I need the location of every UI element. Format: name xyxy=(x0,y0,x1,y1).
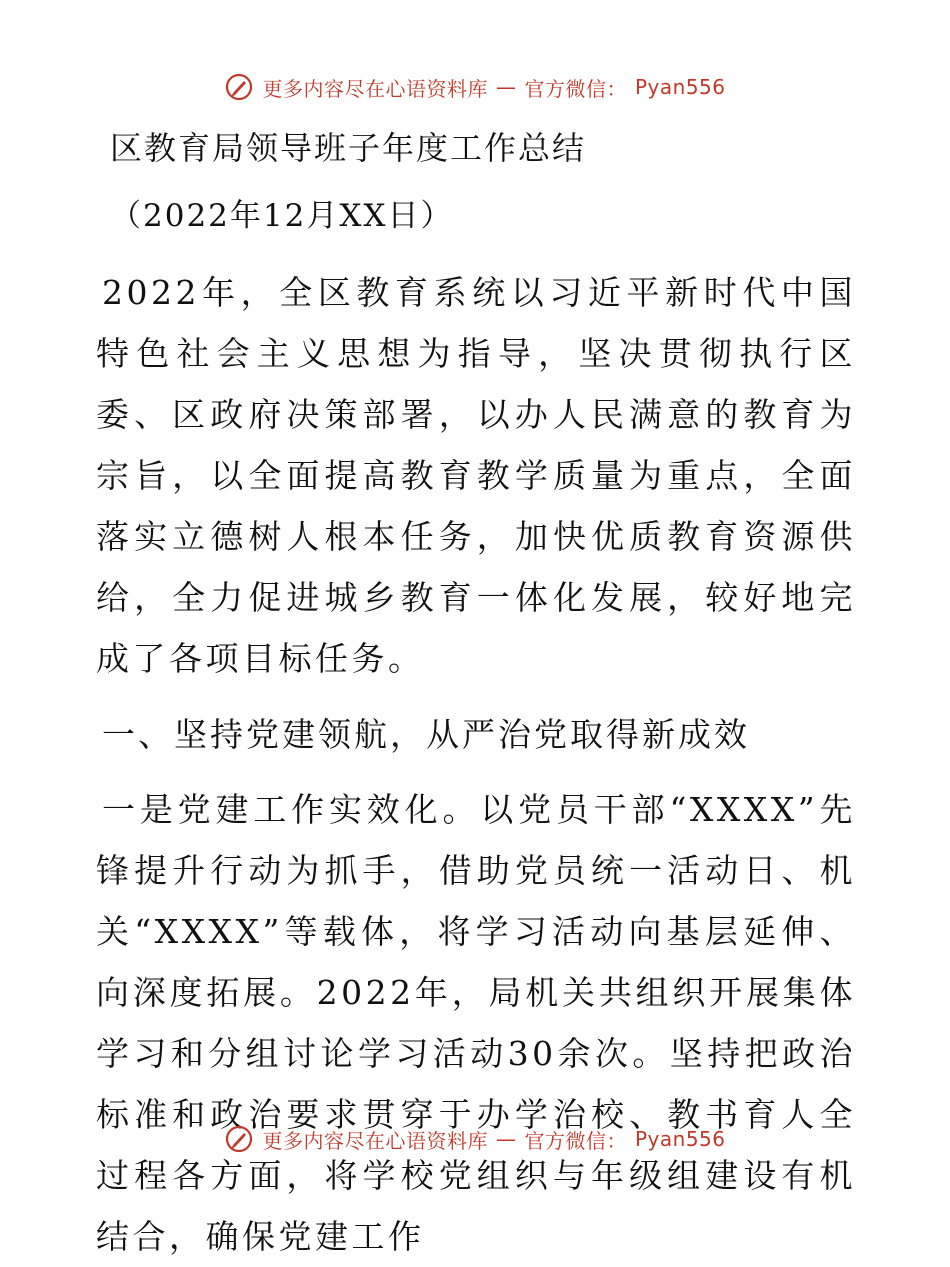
watermark-text: 更多内容尽在心语资料库 xyxy=(262,76,488,101)
watermark-id: Pyan556 xyxy=(634,1127,726,1151)
watermark-contact: 官方微信： xyxy=(524,76,627,101)
watermark-footer xyxy=(0,1124,950,1154)
watermark-separator: — xyxy=(495,1127,517,1151)
quill-pen-logo-icon xyxy=(224,72,254,102)
watermark-id: Pyan556 xyxy=(634,75,726,99)
watermark-contact: 官方微信： xyxy=(524,1128,627,1153)
document-title: 区教育局领导班子年度工作总结 xyxy=(110,129,587,167)
document-date: （2022年12月XX日） xyxy=(110,198,454,234)
watermark-header xyxy=(0,72,950,102)
intro-paragraph: 2022年，全区教育系统以习近平新时代中国特色社会主义思想为指导，坚决贯彻执行区委、区政府决策部署，以办人民满意的教育为宗旨，以全面提高教育教学质量为重点，全面落实立德树人根本任务，加快优质教育资源供给，全力促进城乡教育一体化发展，较好地完成了各项目标任务。 xyxy=(96,273,856,678)
watermark-text: 更多内容尽在心语资料库 xyxy=(262,1128,488,1153)
section-paragraph: 一是党建工作实效化。以党员干部“XXXX”先锋提升行动为抓手，借助党员统一活动日、机关“XXXX”等载体，将学习活动向基层延伸、向深度拓展。2022年，局机关共组织开展集体学习和分组讨论学习活动30余次。坚持把政治标准和政治要求贯穿于办学治校、教书育人全过程各方面，将学校党组织与年级组建设有机结合，确保党建工作 xyxy=(96,790,856,1256)
document-body xyxy=(96,120,856,1267)
watermark-separator: — xyxy=(495,75,517,99)
section-heading: 一、坚持党建领航，从严治党取得新成效 xyxy=(102,715,750,754)
quill-pen-logo-icon xyxy=(224,1124,254,1154)
